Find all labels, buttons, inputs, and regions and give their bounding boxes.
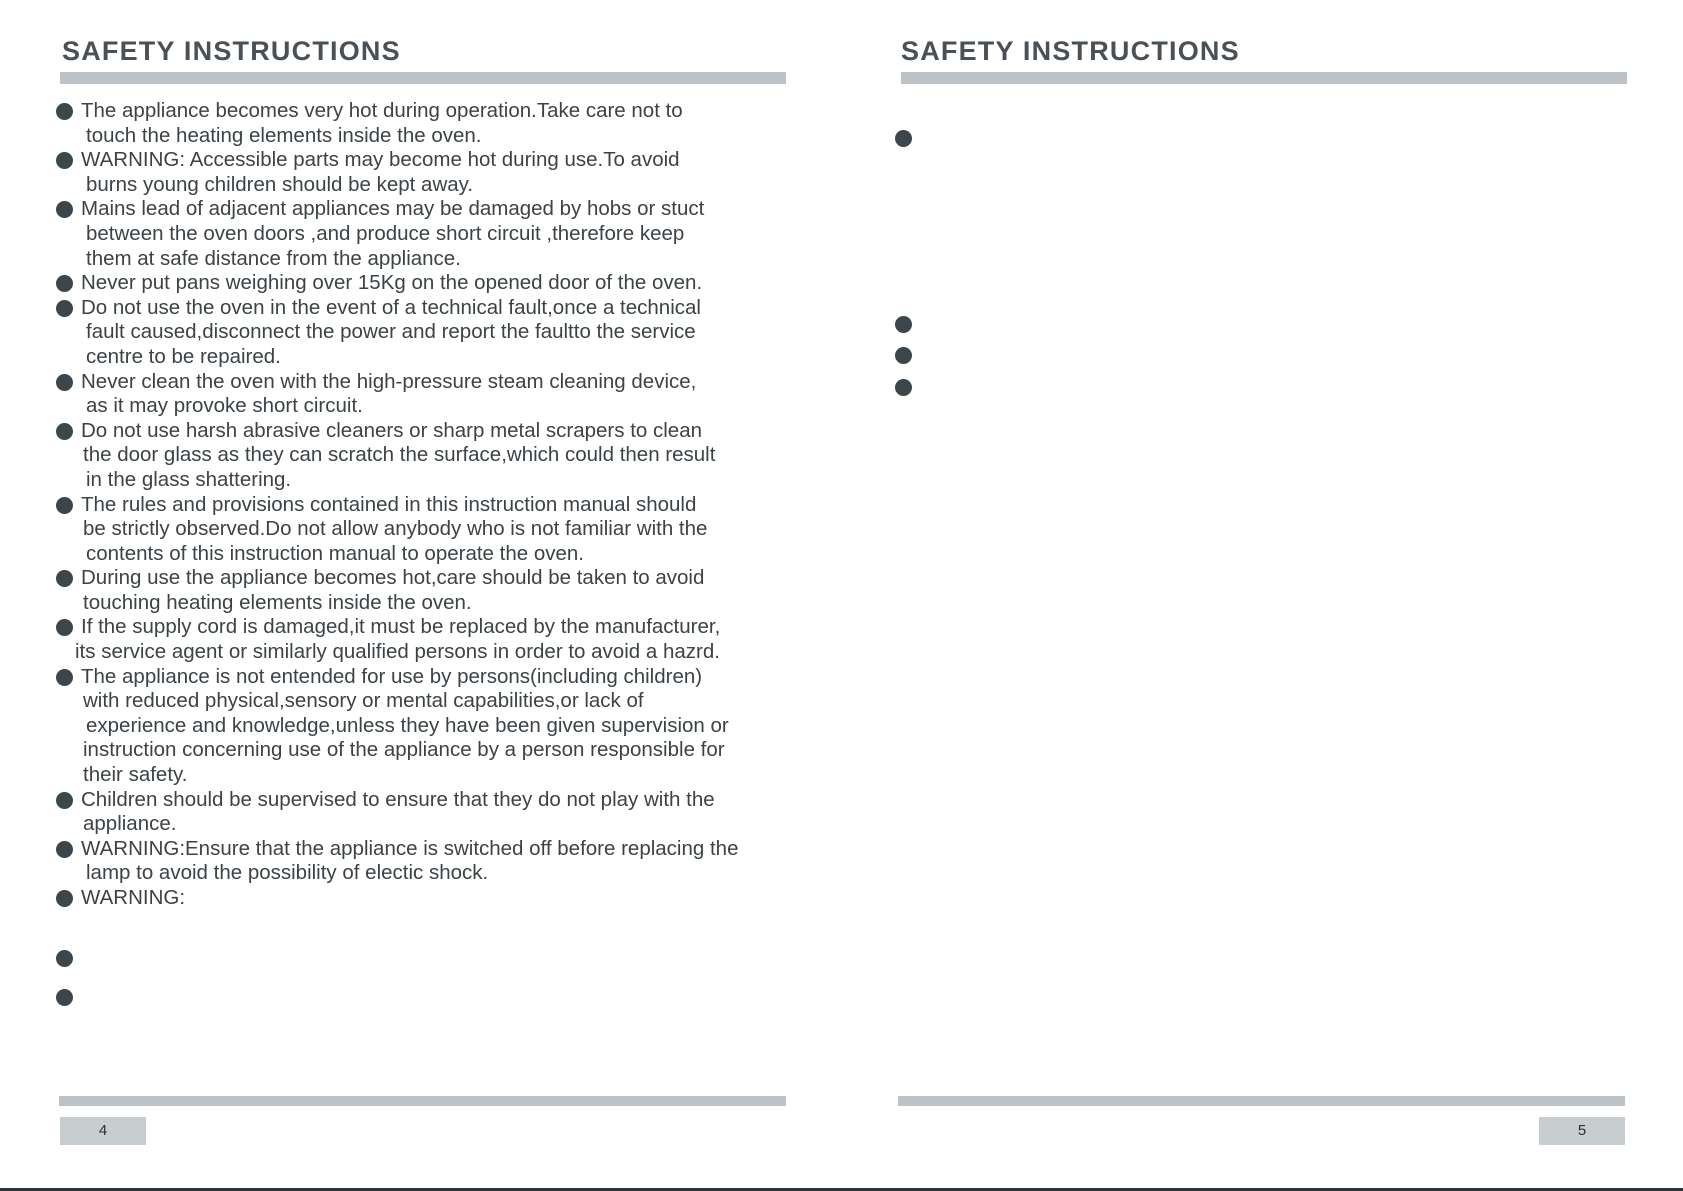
bullet-icon bbox=[56, 890, 73, 907]
item-line: During use the appliance becomes hot,care should be taken to avoid bbox=[81, 566, 705, 590]
item-line: the door glass as they can scratch the surface,which could then result bbox=[83, 443, 716, 467]
list-item bbox=[56, 99, 796, 148]
item-line: fault caused,disconnect the power and report the faultto the service bbox=[86, 320, 696, 344]
item-line: Children should be supervised to ensure that they do not play with the bbox=[81, 787, 715, 811]
item-line: centre to be repaired. bbox=[86, 344, 281, 368]
bullet-icon bbox=[56, 423, 73, 440]
right-page bbox=[841, 0, 1683, 1191]
page-title: SAFETY INSTRUCTIONS bbox=[62, 36, 401, 66]
item-line: between the oven doors ,and produce short circuit ,therefore keep bbox=[86, 221, 685, 245]
bullet-icon bbox=[56, 103, 73, 120]
item-line: instruction concerning use of the appliance by a person responsible for bbox=[83, 738, 725, 762]
list-item bbox=[56, 837, 796, 886]
list-item bbox=[56, 148, 796, 197]
item-line: Do not use the oven in the event of a technical fault,once a technical bbox=[81, 295, 701, 319]
list-item bbox=[56, 665, 796, 788]
title-rule bbox=[60, 72, 786, 84]
item-line: WARNING: bbox=[81, 886, 186, 909]
item-line: in the glass shattering. bbox=[86, 467, 292, 491]
bullet-icon bbox=[56, 497, 73, 514]
bullet-icon bbox=[56, 989, 73, 1006]
list-item bbox=[56, 566, 796, 615]
page-title: SAFETY INSTRUCTIONS bbox=[901, 36, 1240, 66]
item-line: as it may provoke short circuit. bbox=[86, 394, 363, 418]
item-line: Never put pans weighing over 15Kg on the opened door of the oven. bbox=[81, 271, 703, 295]
list-item bbox=[56, 886, 796, 911]
list-item bbox=[56, 615, 796, 664]
bullet-icon bbox=[56, 300, 73, 317]
item-line: burns young children should be kept away. bbox=[86, 172, 474, 196]
list-item bbox=[56, 197, 796, 271]
list-item bbox=[56, 296, 796, 370]
item-line: contents of this instruction manual to operate the oven. bbox=[86, 541, 584, 565]
bullet-icon bbox=[56, 201, 73, 218]
bullet-icon bbox=[895, 130, 912, 147]
item-line: WARNING: Accessible parts may become hot during use.To avoid bbox=[81, 148, 680, 172]
bullet-icon bbox=[56, 669, 73, 686]
item-line: touch the heating elements inside the oven. bbox=[86, 123, 482, 147]
item-line: their safety. bbox=[83, 763, 188, 787]
item-line: appliance. bbox=[83, 812, 177, 836]
item-line: Mains lead of adjacent appliances may be damaged by hobs or stuct bbox=[81, 197, 705, 221]
bullet-icon bbox=[56, 950, 73, 967]
list-item bbox=[56, 419, 796, 493]
bullet-icon bbox=[56, 841, 73, 858]
list-item bbox=[56, 788, 796, 837]
item-line: Do not use harsh abrasive cleaners or sharp metal scrapers to clean bbox=[81, 418, 703, 442]
bullet-icon bbox=[56, 374, 73, 391]
item-line: The appliance is not entended for use by persons(including children) bbox=[81, 664, 703, 688]
footer-rule bbox=[59, 1096, 786, 1106]
bullet-icon bbox=[895, 316, 912, 333]
bullet-icon bbox=[895, 379, 912, 396]
item-line: The appliance becomes very hot during operation.Take care not to bbox=[81, 99, 683, 122]
bullet-icon bbox=[56, 792, 73, 809]
left-page bbox=[0, 0, 841, 1191]
item-line: with reduced physical,sensory or mental capabilities,or lack of bbox=[83, 689, 644, 713]
title-rule bbox=[901, 72, 1627, 84]
item-line: be strictly observed.Do not allow anybody who is not familiar with the bbox=[83, 517, 708, 541]
list-item bbox=[56, 271, 796, 296]
item-line: lamp to avoid the possibility of electic shock. bbox=[86, 861, 489, 885]
item-line: The rules and provisions contained in this instruction manual should bbox=[81, 492, 697, 516]
safety-list bbox=[56, 99, 796, 911]
bullet-icon bbox=[56, 619, 73, 636]
bullet-icon bbox=[56, 152, 73, 169]
footer-rule bbox=[898, 1096, 1625, 1106]
item-line: experience and knowledge,unless they have been given supervision or bbox=[86, 713, 729, 737]
item-line: WARNING:Ensure that the appliance is switched off before replacing the bbox=[81, 836, 739, 860]
bullet-icon bbox=[56, 275, 73, 292]
item-line: If the supply cord is damaged,it must be replaced by the manufacturer, bbox=[81, 615, 721, 639]
item-line: touching heating elements inside the oven. bbox=[83, 590, 472, 614]
bullet-icon bbox=[895, 347, 912, 364]
bullet-icon bbox=[56, 570, 73, 587]
page-number: 4 bbox=[60, 1117, 146, 1145]
page-number: 5 bbox=[1539, 1117, 1625, 1145]
list-item bbox=[56, 370, 796, 419]
item-line: its service agent or similarly qualified persons in order to avoid a hazrd. bbox=[75, 640, 720, 664]
list-item bbox=[56, 493, 796, 567]
item-line: them at safe distance from the appliance. bbox=[86, 246, 461, 270]
item-line: Never clean the oven with the high-pressure steam cleaning device, bbox=[81, 369, 697, 393]
